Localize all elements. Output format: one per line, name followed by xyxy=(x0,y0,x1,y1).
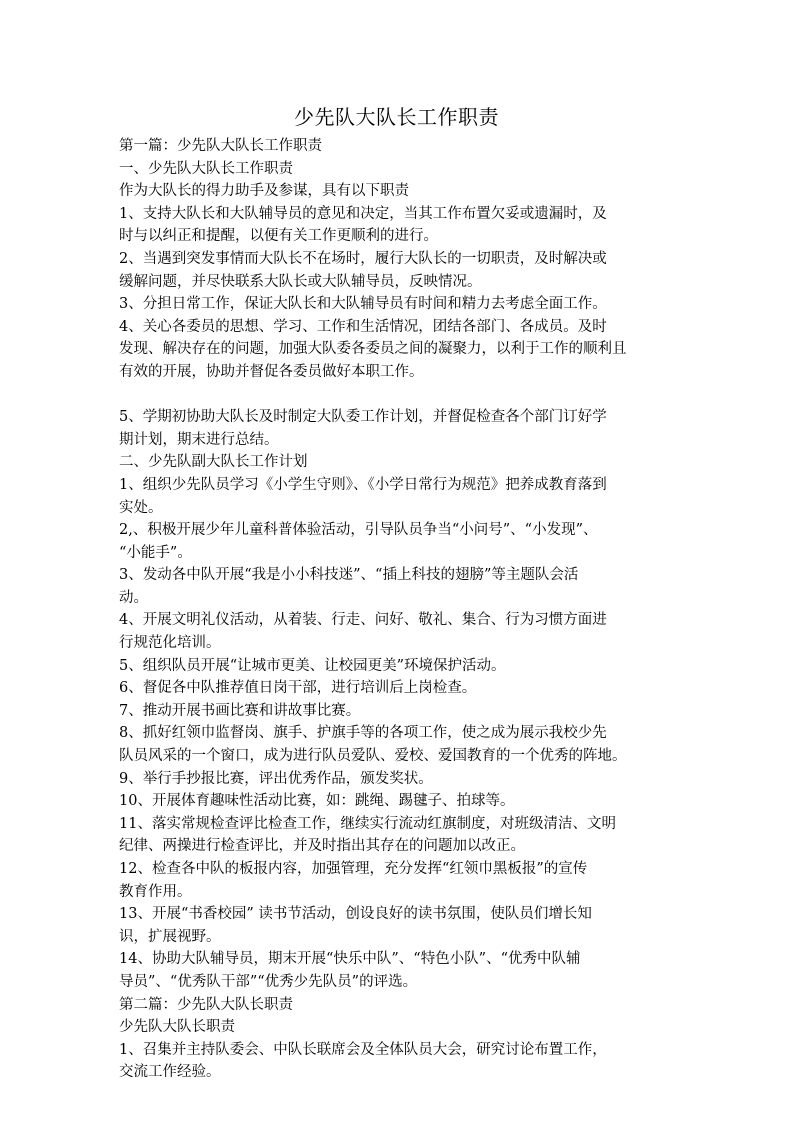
body-line: 第一篇：少先队大队长工作职责 xyxy=(119,138,322,154)
body-line: 一、少先队大队长工作职责 xyxy=(119,160,293,177)
body-line: 实处。 xyxy=(119,499,163,516)
body-line: 交流工作经验。 xyxy=(119,1064,221,1081)
body-line: 有效的开展，协助并督促各委员做好本职工作。 xyxy=(119,363,424,380)
body-line: 11、落实常规检查评比检查工作，继续实行流动红旗制度，对班级清洁、文明 xyxy=(119,815,616,832)
body-line: 14、协助大队辅导员，期末开展“快乐中队”、“特色小队”、“优秀中队辅 xyxy=(119,951,581,968)
body-line: 5、学期初协助大队长及时制定大队委工作计划，并督促检查各个部门订好学 xyxy=(119,409,607,426)
body-line: 10、开展体育趣味性活动比赛，如：跳绳、踢毽子、拍球等。 xyxy=(119,793,515,810)
body-line: 二、少先队副大队长工作计划 xyxy=(119,454,308,471)
body-line: 8、抓好红领巾监督岗、旗手、护旗手等的各项工作，使之成为展示我校少先 xyxy=(119,725,607,742)
body-line: 2、当遇到突发事情而大队长不在场时，履行大队长的一切职责，及时解决或 xyxy=(119,250,607,267)
body-line: 缓解问题，并尽快联系大队长或大队辅导员，反映情况。 xyxy=(119,273,482,290)
body-line: 作为大队长的得力助手及参谋，具有以下职责 xyxy=(119,183,409,200)
body-line: 期计划，期末进行总结。 xyxy=(119,431,279,448)
body-line: 少先队大队长职责 xyxy=(119,1019,235,1036)
body-line: 7、推动开展书画比赛和讲故事比赛。 xyxy=(119,702,361,719)
body-line: 4、关心各委员的思想、学习、工作和生活情况，团结各部门、各成员。及时 xyxy=(119,318,607,335)
body-line: 1、组织少先队员学习《小学生守则》、《小学日常行为规范》把养成教育落到 xyxy=(119,476,607,493)
body-line: 4、开展文明礼仪活动，从着装、行走、问好、敬礼、集合、行为习惯方面进 xyxy=(119,612,607,629)
body-line: 第二篇：少先队大队长职责 xyxy=(119,996,293,1013)
body-line: 13、开展“书香校园” 读书节活动，创设良好的读书氛围，使队员们增长知 xyxy=(119,906,592,923)
body-line: 9、举行手抄报比赛，评出优秀作品，颁发奖状。 xyxy=(119,770,433,787)
body-line: 时与以纠正和提醒，以便有关工作更顺利的进行。 xyxy=(119,228,438,245)
body-line: 5、组织队员开展“让城市更美、让校园更美”环境保护活动。 xyxy=(119,657,506,674)
body-line: “小能手”。 xyxy=(119,544,192,561)
body-line: 行规范化培训。 xyxy=(119,635,221,652)
body-line: 6、督促各中队推荐值日岗干部，进行培训后上岗检查。 xyxy=(119,680,477,697)
document-body xyxy=(119,135,684,1084)
body-line: 发现、解决存在的问题，加强大队委各委员之间的凝聚力，以利于工作的顺利且 xyxy=(119,341,627,358)
body-line: 12、检查各中队的板报内容，加强管理，充分发挥“红领巾黑板报”的宣传 xyxy=(119,861,588,877)
body-line: 教育作用。 xyxy=(119,883,192,900)
body-line: 1、支持大队长和大队辅导员的意见和决定，当其工作布置欠妥或遗漏时，及 xyxy=(119,205,607,222)
body-line: 导员”、“优秀队干部”“优秀少先队员”的评选。 xyxy=(119,973,418,990)
blank-line xyxy=(119,384,684,407)
body-line: 纪律、两操进行检查评比，并及时指出其存在的问题加以改正。 xyxy=(119,838,525,855)
body-line: 3、分担日常工作，保证大队长和大队辅导员有时间和精力去考虑全面工作。 xyxy=(119,296,607,313)
body-line: 2,、积极开展少年儿童科普体验活动，引导队员争当“小问号”、“小发现”、 xyxy=(119,522,598,539)
body-line: 3、发动各中队开展“我是小小科技迷”、“插上科技的翅膀”等主题队会活 xyxy=(119,567,579,584)
body-line: 动。 xyxy=(119,589,148,606)
body-line: 识，扩展视野。 xyxy=(119,928,221,945)
body-line: 1、召集并主持队委会、中队长联席会及全体队员大会，研究讨论布置工作， xyxy=(119,1041,607,1058)
document-title: 少先队大队长工作职责 xyxy=(294,105,499,129)
body-line: 队员风采的一个窗口，成为进行队员爱队、爱校、爱国教育的一个优秀的阵地。 xyxy=(119,748,627,765)
